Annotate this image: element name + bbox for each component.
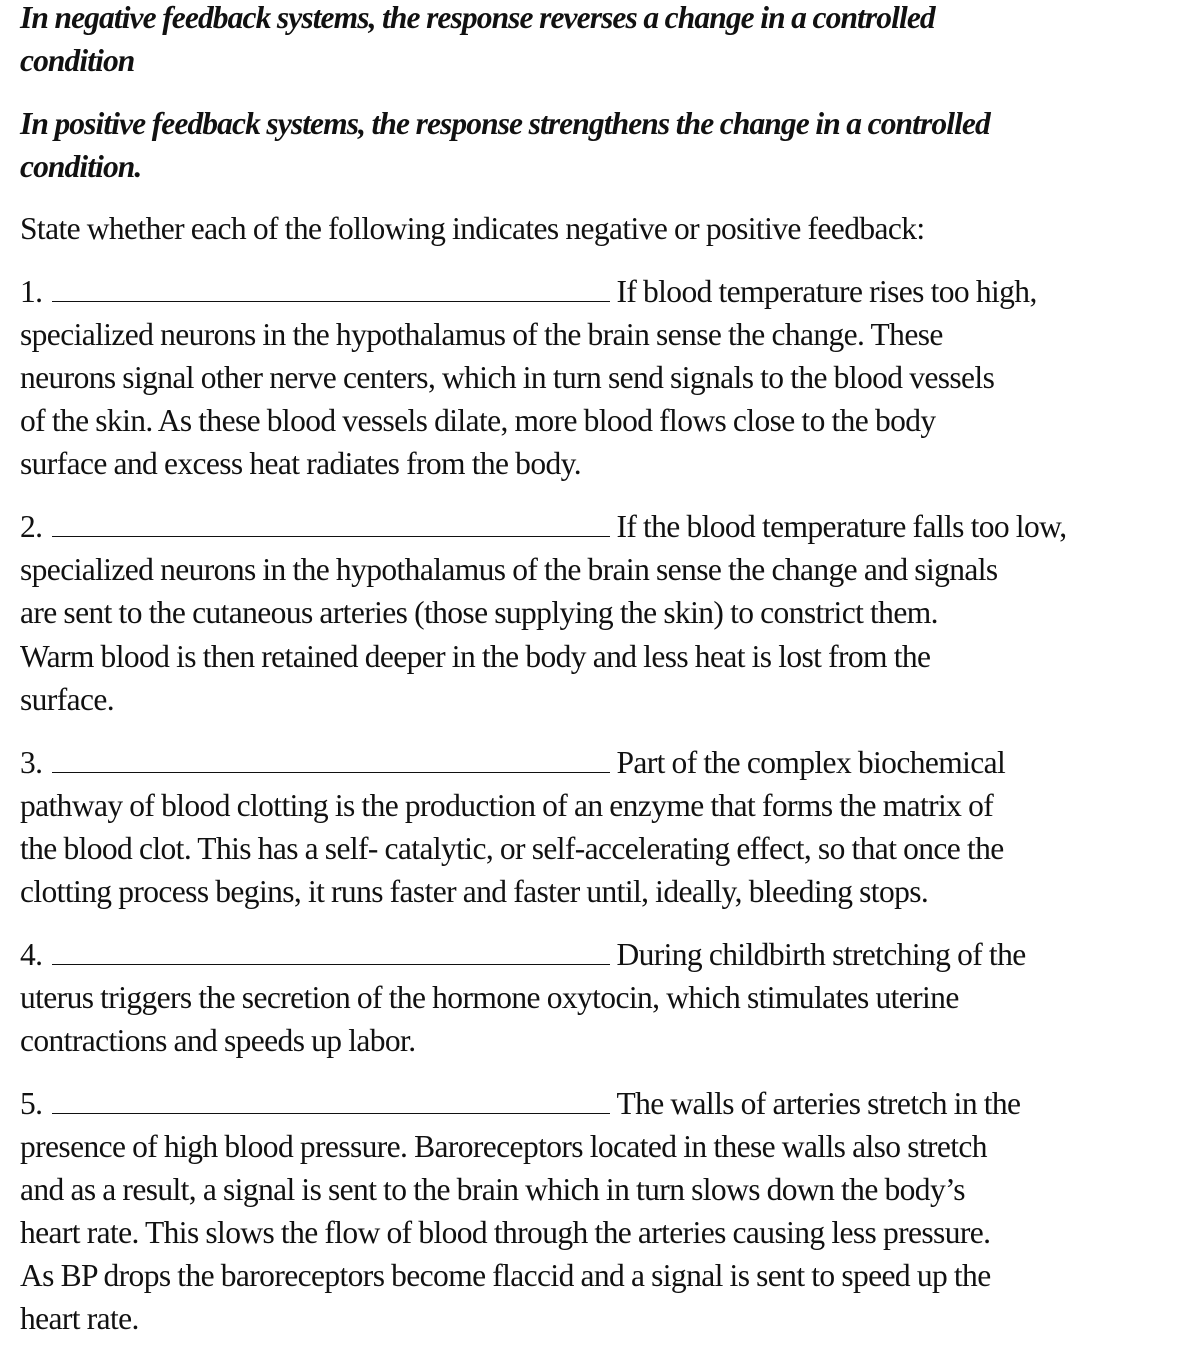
question-2-answer-blank[interactable] [52,514,610,537]
question-2-line: Warm blood is then retained deeper in the body and less heat is lost from the [20,639,931,674]
question-4-line: contractions and speeds up labor. [20,1023,416,1058]
question-1-first-line [20,276,1037,308]
question-5-line: heart rate. [20,1301,139,1336]
negative-feedback-definition-line-2: condition [20,43,135,78]
negative-feedback-definition-line-1: In negative feedback systems, the response reverses a change in a controlled [20,0,935,35]
question-3-answer-blank[interactable] [52,750,610,773]
question-1-text: If blood temperature rises too high, [616,274,1037,309]
question-4-line: uterus triggers the secretion of the hormone oxytocin, which stimulates uterine [20,980,959,1015]
question-2-text: If the blood temperature falls too low, [616,509,1067,544]
question-4-first-line [20,939,1026,971]
question-2-line: specialized neurons in the hypothalamus of the brain sense the change and signals [20,552,998,587]
question-5-answer-blank[interactable] [52,1091,610,1114]
question-1-answer-blank[interactable] [52,279,610,302]
question-2-line: are sent to the cutaneous arteries (those supplying the skin) to constrict them. [20,595,938,630]
question-5-text: The walls of arteries stretch in the [616,1086,1021,1121]
question-2-first-line [20,511,1066,543]
question-3-line: the blood clot. This has a self- catalytic, or self-accelerating effect, so that once the [20,831,1004,866]
positive-feedback-definition-line-1: In positive feedback systems, the response strengthens the change in a controlled [20,106,990,141]
positive-feedback-definition-line-2: condition. [20,149,142,184]
question-5-number: 5. [20,1086,43,1121]
question-1-line: of the skin. As these blood vessels dilate, more blood flows close to the body [20,403,936,438]
question-3-line: clotting process begins, it runs faster and faster until, ideally, bleeding stops. [20,874,929,909]
question-5-line: As BP drops the baroreceptors become flaccid and a signal is sent to speed up the [20,1258,991,1293]
question-1-line: surface and excess heat radiates from the body. [20,446,582,481]
question-5-line: presence of high blood pressure. Baroreceptors located in these walls also stretch [20,1129,987,1164]
question-1-number: 1. [20,274,43,309]
instruction-text: State whether each of the following indicates negative or positive feedback: [20,211,925,246]
question-3-first-line [20,747,1005,779]
question-5-line: heart rate. This slows the flow of blood through the arteries causing less pressure. [20,1215,991,1250]
question-4-text: During childbirth stretching of the [616,937,1026,972]
question-2-number: 2. [20,509,43,544]
question-1-line: neurons signal other nerve centers, which in turn send signals to the blood vessels [20,360,995,395]
question-3-number: 3. [20,745,43,780]
question-5-first-line [20,1088,1020,1120]
question-4-answer-blank[interactable] [52,942,610,965]
question-1-line: specialized neurons in the hypothalamus of the brain sense the change. These [20,317,943,352]
question-4-number: 4. [20,937,43,972]
question-2-line: surface. [20,682,115,717]
question-5-line: and as a result, a signal is sent to the brain which in turn slows down the body’s [20,1172,965,1207]
question-3-text: Part of the complex biochemical [616,745,1006,780]
question-3-line: pathway of blood clotting is the production of an enzyme that forms the matrix of [20,788,994,823]
